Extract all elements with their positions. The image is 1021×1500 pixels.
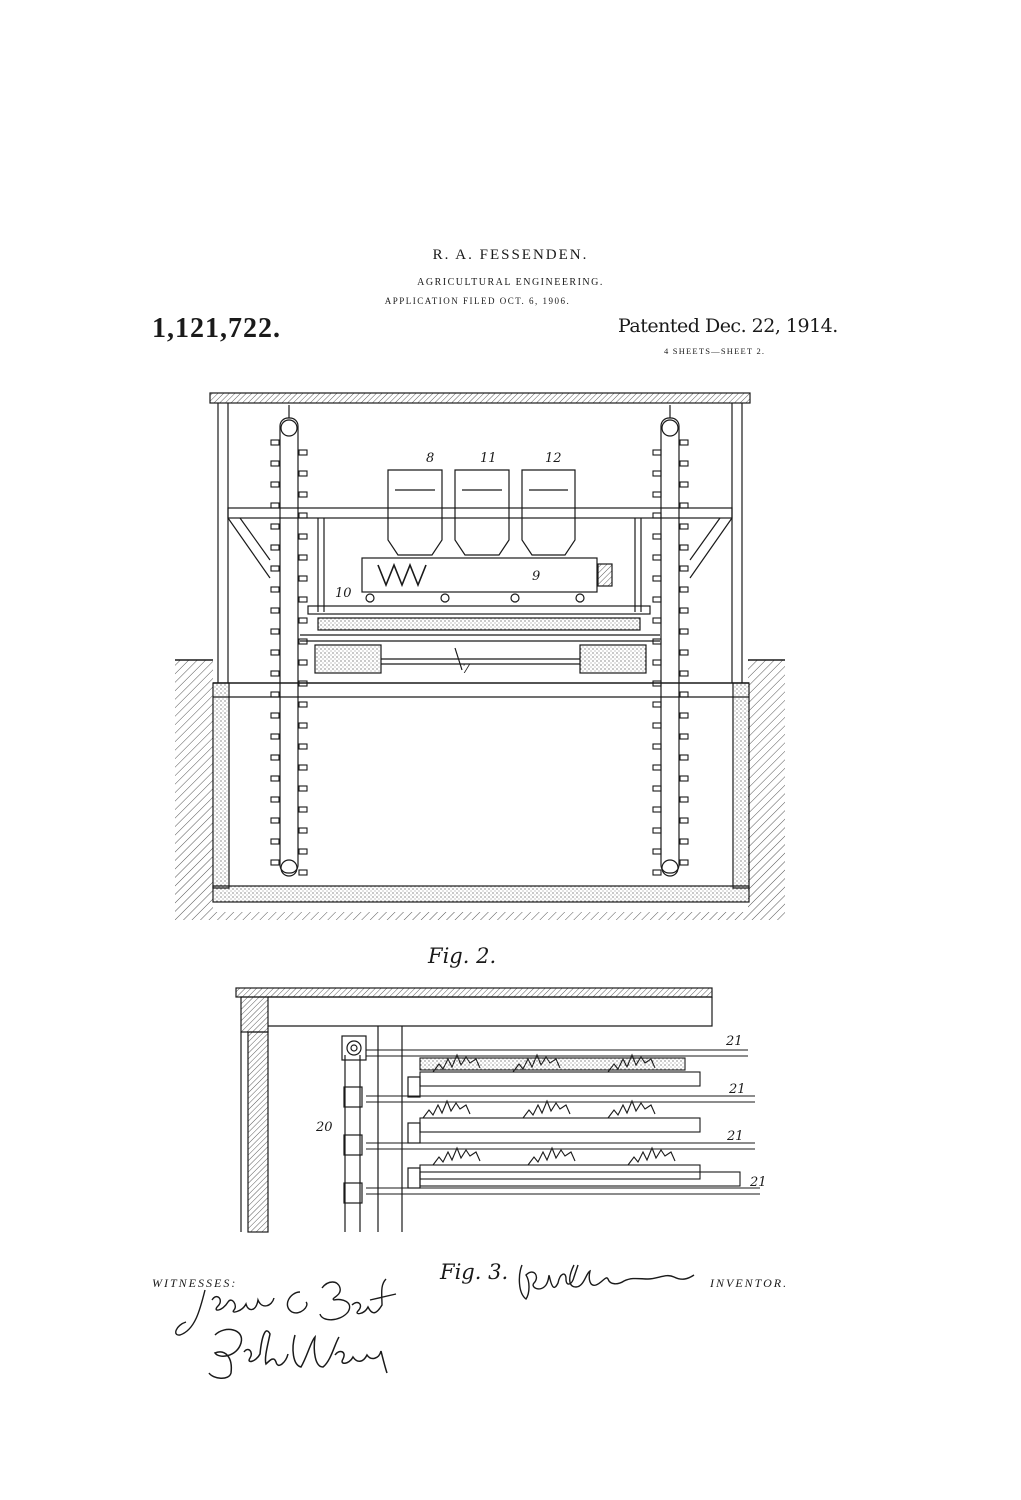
bucket-left: [299, 555, 307, 560]
bucket-left: [299, 786, 307, 791]
bucket-right: [680, 692, 688, 697]
bucket-right: [680, 650, 688, 655]
fig2-caption: Fig. 2.: [428, 944, 497, 968]
sheet-count: 4 SHEETS—SHEET 2.: [664, 346, 766, 356]
bucket-left: [271, 608, 279, 613]
bucket-right: [680, 503, 688, 508]
application-filed: APPLICATION FILED OCT. 6, 1906.: [384, 296, 571, 306]
bucket-right: [653, 786, 661, 791]
witnesses-label: WITNESSES:: [152, 1276, 238, 1290]
bucket-right: [653, 723, 661, 728]
bucket-right: [680, 734, 688, 739]
bucket-left: [271, 671, 279, 676]
bucket-right: [680, 587, 688, 592]
hopper-assembly: [300, 470, 660, 673]
bucket-left: [299, 450, 307, 455]
label-tray-3: 21: [727, 1129, 744, 1144]
figure-3: [236, 988, 712, 1232]
bucket-left: [271, 650, 279, 655]
bucket-right: [680, 839, 688, 844]
bucket-left: [299, 807, 307, 812]
tray-box: [420, 1118, 700, 1132]
bucket-right: [653, 870, 661, 875]
bucket-right: [680, 755, 688, 760]
patent-title: AGRICULTURAL ENGINEERING.: [417, 277, 604, 288]
bucket-left: [271, 461, 279, 466]
bucket-right: [680, 461, 688, 466]
bucket-left: [299, 576, 307, 581]
bucket-left: [271, 839, 279, 844]
bucket-left: [271, 776, 279, 781]
growing-trays: [366, 1050, 760, 1194]
label-pipe: 20: [316, 1120, 333, 1135]
bucket-left: [271, 860, 279, 865]
bucket-right: [680, 776, 688, 781]
bucket-right: [653, 492, 661, 497]
bucket-left: [271, 482, 279, 487]
bucket-left: [271, 818, 279, 823]
bucket-right: [653, 471, 661, 476]
bucket-left: [299, 744, 307, 749]
bucket-right: [680, 608, 688, 613]
plant-sprout: [628, 1148, 675, 1165]
bucket-right: [680, 629, 688, 634]
bucket-right: [653, 828, 661, 833]
label-hopper-a: 8: [426, 451, 435, 466]
bucket-left: [271, 734, 279, 739]
bucket-right: [653, 597, 661, 602]
bucket-left: [271, 713, 279, 718]
bucket-right: [653, 660, 661, 665]
plant-sprout: [423, 1101, 470, 1118]
bucket-left: [271, 629, 279, 634]
bucket-left: [299, 534, 307, 539]
label-mixer: 9: [532, 569, 541, 584]
bucket-right: [680, 713, 688, 718]
bucket-left: [271, 692, 279, 697]
label-hopper-c: 12: [545, 451, 562, 466]
label-frame: 10: [335, 586, 352, 601]
bucket-right: [680, 545, 688, 550]
bucket-left: [299, 618, 307, 623]
witness-2-signature: [209, 1329, 387, 1378]
inventor-signature: [519, 1265, 694, 1299]
bucket-left: [271, 503, 279, 508]
bucket-right: [680, 797, 688, 802]
bucket-right: [653, 765, 661, 770]
bucket-right: [653, 555, 661, 560]
patent-number: 1,121,722.: [152, 313, 281, 344]
inventor-label: INVENTOR.: [710, 1276, 789, 1290]
bucket-left: [271, 587, 279, 592]
label-shaft: 7: [462, 662, 471, 677]
bucket-right: [680, 482, 688, 487]
bucket-right: [680, 860, 688, 865]
bucket-right: [653, 576, 661, 581]
bucket-right: [653, 744, 661, 749]
inventor-name: R. A. FESSENDEN.: [432, 247, 589, 263]
bucket-left: [271, 524, 279, 529]
bucket-left: [271, 440, 279, 445]
bucket-left: [299, 513, 307, 518]
bucket-left: [299, 723, 307, 728]
label-tray-2: 21: [729, 1082, 746, 1097]
bucket-left: [299, 828, 307, 833]
bucket-left: [299, 492, 307, 497]
bucket-right: [653, 450, 661, 455]
plant-sprout: [608, 1101, 655, 1118]
bucket-left: [299, 660, 307, 665]
bucket-left: [299, 471, 307, 476]
plant-sprout: [523, 1101, 570, 1118]
bucket-right: [653, 618, 661, 623]
label-tray-1: 21: [726, 1034, 743, 1049]
bucket-right: [680, 671, 688, 676]
bucket-right: [653, 513, 661, 518]
figure-2: [175, 393, 785, 920]
bucket-right: [680, 440, 688, 445]
bucket-right: [653, 849, 661, 854]
bucket-left: [299, 870, 307, 875]
bucket-left: [299, 597, 307, 602]
fig3-caption: Fig. 3.: [440, 1260, 509, 1284]
bucket-left: [271, 566, 279, 571]
bucket-right: [653, 534, 661, 539]
bucket-right: [653, 702, 661, 707]
bucket-left: [271, 545, 279, 550]
bucket-right: [680, 524, 688, 529]
bucket-left: [271, 797, 279, 802]
bucket-left: [299, 849, 307, 854]
bucket-left: [299, 765, 307, 770]
plant-sprout: [528, 1148, 575, 1165]
plant-sprout: [433, 1148, 480, 1165]
bucket-right: [680, 818, 688, 823]
bucket-right: [680, 566, 688, 571]
bucket-right: [653, 807, 661, 812]
tray-box: [420, 1072, 700, 1086]
label-tray-4: 21: [750, 1175, 767, 1190]
bucket-left: [271, 755, 279, 760]
label-hopper-b: 11: [480, 451, 497, 466]
crop-band: [420, 1058, 685, 1070]
patented-date: Patented Dec. 22, 1914.: [618, 315, 838, 337]
bucket-left: [299, 702, 307, 707]
